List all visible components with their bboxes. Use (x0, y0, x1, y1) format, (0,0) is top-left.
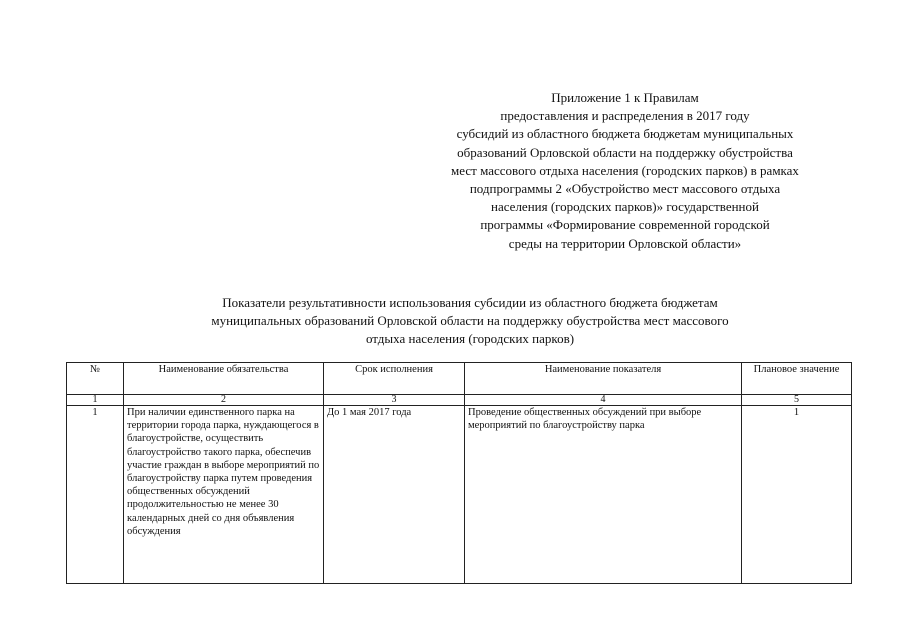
document-title (120, 294, 820, 348)
row-number: 1 (67, 406, 124, 584)
row-obligation: При наличии единственного парка на территории города парка, нуждающегося в благоустройстве, осуществить благоустройство такого парка, обеспечив участие граждан в выборе мероприятий по благоустройству парка путем проведения общественных обсуждений продолжительностью не менее 30 календарных дней со дня объявления обсуждения (124, 406, 324, 584)
table-row (67, 406, 852, 584)
appendix-line: предоставления и распределения в 2017 году (500, 108, 750, 124)
appendix-line: программы «Формирование современной городской (480, 217, 770, 233)
column-numbers-row (67, 395, 852, 406)
column-number: 4 (465, 395, 742, 406)
appendix-header (405, 89, 845, 253)
column-number: 5 (742, 395, 852, 406)
header-number: № (67, 363, 124, 395)
column-number: 1 (67, 395, 124, 406)
appendix-line: субсидий из областного бюджета бюджетам муниципальных (456, 126, 794, 142)
table-header-row (67, 363, 852, 395)
column-number: 3 (324, 395, 465, 406)
appendix-line: подпрограммы 2 «Обустройство мест массового отдыха (469, 181, 781, 197)
appendix-line: мест массового отдыха населения (городских парков) в рамках (451, 162, 799, 178)
header-planned-value: Плановое значение (742, 363, 852, 395)
appendix-line: среды на территории Орловской области» (508, 235, 742, 251)
row-planned-value: 1 (742, 406, 852, 584)
title-line: отдыха населения (городских парков) (365, 331, 575, 346)
appendix-line: Приложение 1 к Правилам (551, 90, 699, 105)
title-line: муниципальных образований Орловской области на поддержку обустройства мест массового (211, 313, 729, 328)
row-indicator: Проведение общественных обсуждений при выборе мероприятий по благоустройству парка (465, 406, 742, 584)
appendix-line: образований Орловской области на поддержку обустройства (457, 144, 793, 160)
row-deadline: До 1 мая 2017 года (324, 406, 465, 584)
header-deadline: Срок исполнения (324, 363, 465, 395)
appendix-line: населения (городских парков)» государственной (491, 199, 759, 215)
header-obligation: Наименование обязательства (124, 363, 324, 395)
header-indicator: Наименование показателя (465, 363, 742, 395)
title-line: Показатели результативности использования субсидии из областного бюджета бюджетам (222, 295, 718, 310)
column-number: 2 (124, 395, 324, 406)
indicators-table (66, 362, 852, 584)
